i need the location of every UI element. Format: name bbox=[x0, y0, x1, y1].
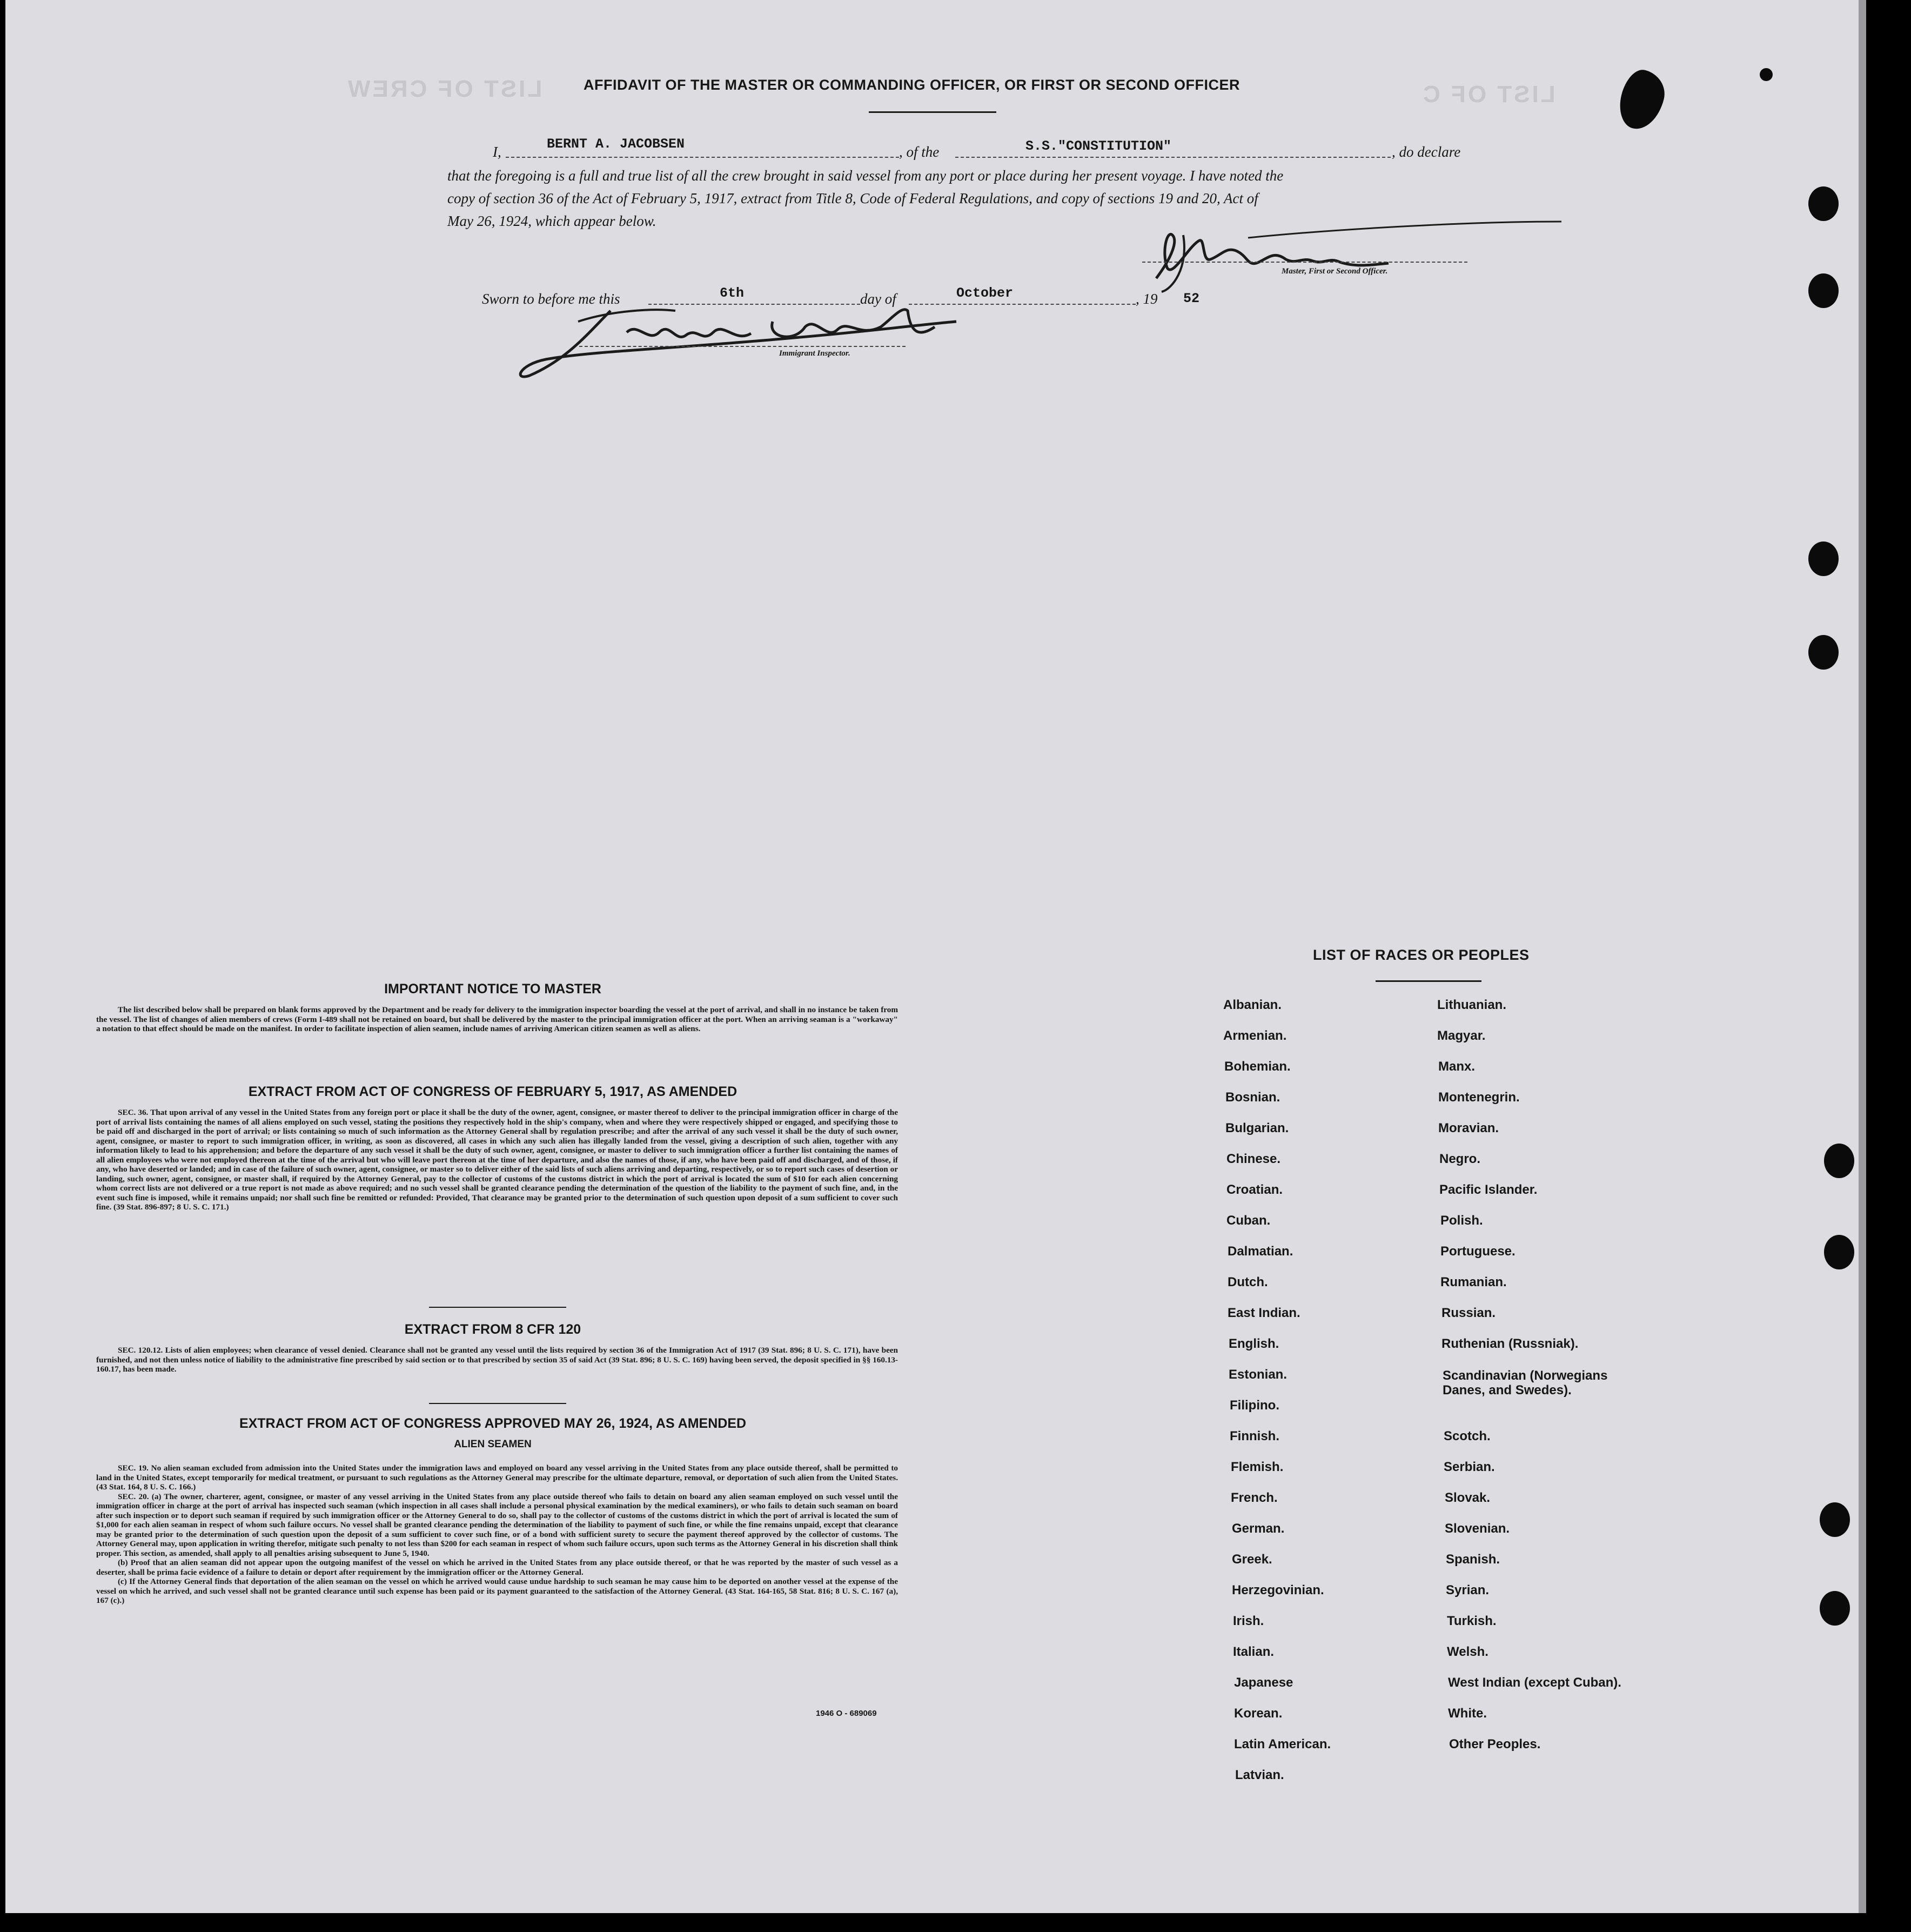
notice-paragraph: The list described below shall be prepared on blank forms approved by the Department and be ready for delivery to the immigration inspector boarding the vessel at the port of arrival, and shall in no instance be taken from the vessel. The list of changes of alien members of crews (Form I-489 shall not be retained on board, but shall be delivered by the master to the principal immigration officer at the port. When an arriving seaman is a "workaway" a notation to that effect should be made on the manifest. In order to facilitate inspection of alien seamen, include names of arriving American citizen seamen as well as aliens. bbox=[96, 1005, 898, 1033]
section-120-paragraph: SEC. 120.12. Lists of alien employees; when clearance of vessel denied. Clearance shall not be granted any vessel until the lists required by section 36 of the Immigration Act of 1917 (39 Stat. 896; 8 U. S. C. 171), have been furnished, and not then unless notice of liability to the administrative fine prescribed by said section or to that prescribed by section 35 of said Act (39 Stat. 896; 8 U. S. C. 169) having been served, the deposit specified in §§ 160.13-160.17, has been made. bbox=[96, 1346, 898, 1374]
punch-hole bbox=[1808, 186, 1839, 221]
punch-hole bbox=[1808, 635, 1839, 670]
race-left: Flemish. bbox=[1231, 1460, 1284, 1474]
race-left: Japanese bbox=[1234, 1675, 1293, 1690]
race-left: East Indian. bbox=[1228, 1306, 1300, 1320]
race-left: Cuban. bbox=[1226, 1213, 1271, 1228]
race-right: Polish. bbox=[1440, 1213, 1483, 1228]
extract-cfr-text bbox=[96, 1346, 898, 1374]
bleed-through-text: LIST OF C bbox=[1421, 81, 1555, 108]
race-left: Filipino. bbox=[1230, 1398, 1279, 1413]
race-left: Bulgarian. bbox=[1225, 1121, 1289, 1135]
race-right: Lithuanian. bbox=[1437, 998, 1506, 1012]
race-left: Croatian. bbox=[1226, 1182, 1283, 1197]
race-left: Finnish. bbox=[1230, 1429, 1279, 1443]
year-prefix: , 19 bbox=[1136, 291, 1158, 307]
punch-hole bbox=[1808, 273, 1839, 308]
year-suffix: 52 bbox=[1183, 291, 1200, 306]
race-right: Scandinavian (Norwegians Danes, and Swedes). bbox=[1443, 1368, 1608, 1398]
bleed-through-text: LIST OF CREW bbox=[346, 76, 542, 102]
race-left: Herzegovinian. bbox=[1232, 1583, 1324, 1597]
extract-1917-title: EXTRACT FROM ACT OF CONGRESS OF FEBRUARY 5, 1917, AS AMENDED bbox=[248, 1084, 737, 1099]
affidavit-body-line1: that the foregoing is a full and true list of all the crew brought in said vessel from any port or place during her present voyage. I have noted the bbox=[447, 168, 1284, 184]
race-right: Ruthenian (Russniak). bbox=[1441, 1336, 1579, 1351]
section-divider bbox=[429, 1307, 566, 1308]
race-right: White. bbox=[1448, 1706, 1487, 1721]
race-right: Turkish. bbox=[1447, 1614, 1497, 1628]
ink-blot bbox=[1614, 66, 1669, 134]
extract-1924-title: EXTRACT FROM ACT OF CONGRESS APPROVED MAY 26, 1924, AS AMENDED bbox=[239, 1416, 747, 1431]
notice-title: IMPORTANT NOTICE TO MASTER bbox=[384, 981, 601, 997]
race-right: West Indian (except Cuban). bbox=[1448, 1675, 1621, 1690]
race-right: Welsh. bbox=[1447, 1644, 1488, 1659]
inspector-caption: Immigrant Inspector. bbox=[779, 349, 850, 358]
punch-hole bbox=[1820, 1591, 1850, 1626]
races-title-rule bbox=[1376, 980, 1481, 982]
race-left: Bohemian. bbox=[1224, 1059, 1291, 1074]
race-right: Spanish. bbox=[1446, 1552, 1500, 1567]
punch-hole bbox=[1820, 1502, 1850, 1537]
race-left: Chinese. bbox=[1226, 1152, 1281, 1166]
extract-1917-text bbox=[96, 1108, 898, 1212]
race-left: English. bbox=[1229, 1336, 1279, 1351]
race-right: Other Peoples. bbox=[1449, 1737, 1541, 1751]
race-left: German. bbox=[1232, 1521, 1285, 1536]
punch-hole bbox=[1824, 1144, 1854, 1178]
punch-hole bbox=[1824, 1235, 1854, 1269]
race-right: Moravian. bbox=[1438, 1121, 1499, 1135]
race-left: Korean. bbox=[1234, 1706, 1283, 1721]
page-edge bbox=[1859, 0, 1866, 1913]
race-right: Scotch. bbox=[1444, 1429, 1491, 1443]
race-left: Albanian. bbox=[1223, 998, 1282, 1012]
race-left: Greek. bbox=[1232, 1552, 1272, 1567]
race-right: Portuguese. bbox=[1440, 1244, 1516, 1259]
race-right: Russian. bbox=[1441, 1306, 1496, 1320]
race-left: Italian. bbox=[1233, 1644, 1275, 1659]
sworn-day: 6th bbox=[720, 285, 745, 301]
title-rule bbox=[869, 111, 996, 113]
race-right: Serbian. bbox=[1444, 1460, 1495, 1474]
race-left: Bosnian. bbox=[1225, 1090, 1280, 1105]
race-right: Pacific Islander. bbox=[1439, 1182, 1538, 1197]
extract-1924-subtitle: ALIEN SEAMEN bbox=[454, 1439, 532, 1450]
day-of-label: day of bbox=[860, 291, 896, 307]
race-right: Slovenian. bbox=[1445, 1521, 1510, 1536]
race-right: Slovak. bbox=[1445, 1490, 1491, 1505]
race-right: Magyar. bbox=[1437, 1028, 1486, 1043]
notice-text bbox=[96, 1005, 898, 1034]
race-right: Montenegrin. bbox=[1438, 1090, 1520, 1105]
affidavit-title: AFFIDAVIT OF THE MASTER OR COMMANDING OFFICER, OR FIRST OR SECOND OFFICER bbox=[584, 77, 1240, 93]
extract-1924-text bbox=[96, 1463, 898, 1606]
of-the-label: , of the bbox=[899, 144, 940, 160]
race-left: Latin American. bbox=[1234, 1737, 1331, 1751]
i-label: I, bbox=[493, 144, 501, 160]
punch-hole bbox=[1808, 542, 1839, 576]
section-20b-paragraph: (b) Proof that an alien seaman did not appear upon the outgoing manifest of the vessel on which he arrived in the United States from any place outside thereof, or that he was reported by the master of such vessel as a deserter, shall be prima facie evidence of a failure to detain or deport after requirement by the immigration officer or the Attorney General. bbox=[96, 1558, 898, 1577]
punch-hole bbox=[1760, 68, 1773, 81]
master-name-line bbox=[506, 157, 899, 158]
race-right: Manx. bbox=[1438, 1059, 1476, 1074]
race-right: Rumanian. bbox=[1440, 1275, 1507, 1289]
race-left: Estonian. bbox=[1229, 1367, 1288, 1382]
race-right: Negro. bbox=[1439, 1152, 1481, 1166]
vessel-name-line bbox=[955, 157, 1391, 158]
section-19-paragraph: SEC. 19. No alien seaman excluded from admission into the United States under the immigration laws and employed on board any vessel arriving in the United States from any place outside thereof, shall be permitted to land in the United States, except temporarily for medical treatment, or pursuant to such regulations as the Attorney General may prescribe for the ultimate departure, removal, or deportation of such alien from the United States. (43 Stat. 164, 8 U. S. C. 166.) bbox=[96, 1463, 898, 1492]
section-36-paragraph: SEC. 36. That upon arrival of any vessel in the United States from any foreign port or place it shall be the duty of the owner, agent, consignee, or master thereof to deliver to the principal immigration officer in charge of the port of arrival lists containing the names of all aliens employed on such vessel, stating the positions they respectively hold in the ship's company, when and where they were respectively shipped or engaged, and specifying those to be paid off and discharged in the port of arrival; or lists containing so much of such information as the Attorney General shall by regulation prescribe; and after the arrival of any such vessel it shall be the duty of such owner, agent, consignee, or master to report to such immigration officer, in writing, as soon as discovered, all cases in which any such alien has illegally landed from the vessel, giving a description of such alien, together with any information likely to lead to his apprehension; and before the departure of any such vessel it shall be the duty of such owner, agent, consignee, or master to deliver to such immigration officer a further list containing the names of all alien employees who were not employed thereon at the time of the arrival but who will leave port thereon at the time of her departure, and also the names of those, if any, who have been paid off and discharged, and of those, if any, who have deserted or landed; and in case of the failure of such owner, agent, consignee, or master so to deliver either of the said lists of such aliens arriving and departing, respectively, or so to report such cases of desertion or landing, such owner, agent, consignee, or master shall, if required by the Attorney General, pay to the collector of customs of the customs district in which the port of arrival is located the sum of $10 for each alien concerning whom correct lists are not delivered or a true report is not made as above required; and no such vessel shall be granted clearance pending the determination of the question of the liability to the payment of such fine, and, in the event such fine is imposed, while it remains unpaid; nor shall such fine be remitted or refunded: Provided, That clearance may be granted prior to the determination of such question upon deposit of a sum sufficient to cover such fine. (39 Stat. 896-897; 8 U. S. C. 171.) bbox=[96, 1108, 898, 1212]
section-20c-paragraph: (c) If the Attorney General finds that deportation of the alien seaman on the vessel on which he arrived would cause undue hardship to such seaman he may cause him to be deported on another vessel at the expense of the vessel on which he arrived, and such vessel shall not be granted clearance until such expense has been paid or its payment guaranteed to the satisfaction of the Attorney General. (43 Stat. 164-165, 58 Stat. 816; 8 U. S. C. 167 (a), 167 (c).) bbox=[96, 1577, 898, 1605]
inspector-signature bbox=[513, 300, 962, 386]
race-right: Syrian. bbox=[1446, 1583, 1490, 1597]
sworn-month: October bbox=[956, 285, 1014, 301]
extract-cfr-title: EXTRACT FROM 8 CFR 120 bbox=[404, 1322, 581, 1337]
master-name: BERNT A. JACOBSEN bbox=[547, 136, 685, 152]
document-page bbox=[5, 0, 1866, 1913]
do-declare-label: , do declare bbox=[1392, 144, 1461, 160]
master-signature-line bbox=[1142, 262, 1467, 263]
race-left: Dalmatian. bbox=[1228, 1244, 1293, 1259]
race-left: Irish. bbox=[1233, 1614, 1264, 1628]
race-left: Latvian. bbox=[1235, 1768, 1284, 1782]
sworn-label: Sworn to before me this bbox=[482, 291, 620, 307]
section-divider bbox=[429, 1403, 566, 1404]
vessel-name: S.S."CONSTITUTION" bbox=[1025, 138, 1172, 154]
races-title: LIST OF RACES OR PEOPLES bbox=[1313, 947, 1530, 963]
inspector-signature-line bbox=[579, 346, 906, 347]
section-20a-paragraph: SEC. 20. (a) The owner, charterer, agent, consignee, or master of any vessel arriving in the United States from any place outside thereof who fails to detain on board any alien seaman employed on such vessel until the immigration officer in charge at the port of arrival has inspected such seaman (which inspection in all cases shall include a personal physical examination by the medical examiners), or who fails to detain such seaman on board after such inspection or to deport such seaman if required by such immigration officer or the Attorney General to do so, shall pay to the collector of customs of the customs district in which the port of arrival is located the sum of $1,000 for each alien seaman in respect of whom such failure occurs. No vessel shall be granted clearance pending the determination of the liability to payment of such fine, or while the fine remains unpaid, except that clearance may be granted prior to the determination of such question upon the deposit of a sum sufficient to cover such fine, or of a bond with sufficient surety to secure the payment thereof approved by the collector of customs. The Attorney General may, upon application in writing therefor, mitigate such penalty to not less than $200 for each seaman in respect of whom such failure occurs, upon such terms as the Attorney General in his discretion shall think proper. This section, as amended, shall apply to all penalties arising subsequent to June 5, 1940. bbox=[96, 1492, 898, 1558]
race-left: French. bbox=[1231, 1490, 1278, 1505]
master-signature bbox=[1140, 213, 1572, 295]
master-caption: Master, First or Second Officer. bbox=[1282, 267, 1388, 276]
race-left: Armenian. bbox=[1223, 1028, 1287, 1043]
affidavit-body-line3: May 26, 1924, which appear below. bbox=[447, 213, 656, 229]
race-left: Dutch. bbox=[1228, 1275, 1268, 1289]
print-code: 1946 O - 689069 bbox=[816, 1709, 877, 1718]
affidavit-body-line2: copy of section 36 of the Act of February 5, 1917, extract from Title 8, Code of Federal Regulations, and copy of sections 19 and 20, Act of bbox=[447, 190, 1258, 206]
